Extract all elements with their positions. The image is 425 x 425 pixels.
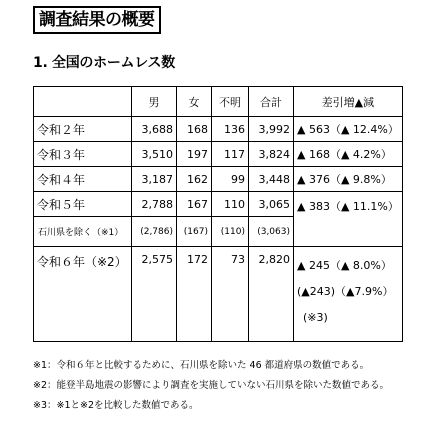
cell-male: 3,510 bbox=[132, 142, 177, 167]
cell-female: (167) bbox=[177, 217, 212, 247]
cell-female: 162 bbox=[177, 167, 212, 192]
diff-line: ▲ 245（▲ 8.0%） bbox=[297, 259, 392, 272]
cell-unknown: 73 bbox=[212, 247, 249, 342]
cell-female: 197 bbox=[177, 142, 212, 167]
cell-unknown: 136 bbox=[212, 117, 249, 142]
homeless-count-table bbox=[33, 86, 403, 342]
table-header-row bbox=[34, 87, 403, 117]
footnote: ※2：能登半島地震の影響により調査を実施していない石川県を除いた数値である。 bbox=[33, 380, 390, 391]
cell-female: 168 bbox=[177, 117, 212, 142]
cell-female: 172 bbox=[177, 247, 212, 342]
cell-total: 2,820 bbox=[249, 247, 294, 342]
header-female: 女 bbox=[177, 87, 212, 117]
cell-diff: ▲ 168（▲ 4.2%） bbox=[294, 142, 403, 167]
cell-male: 2,788 bbox=[132, 192, 177, 217]
table-row bbox=[34, 167, 403, 192]
header-blank bbox=[34, 87, 132, 117]
header-male: 男 bbox=[132, 87, 177, 117]
header-diff: 差引増▲減 bbox=[294, 87, 403, 117]
cell-diff: ▲ 563（▲ 12.4%） bbox=[294, 117, 403, 142]
cell-male: 3,688 bbox=[132, 117, 177, 142]
table-row bbox=[34, 117, 403, 142]
cell-unknown: 99 bbox=[212, 167, 249, 192]
cell-total: 3,448 bbox=[249, 167, 294, 192]
cell-unknown: 110 bbox=[212, 192, 249, 217]
table-row bbox=[34, 247, 403, 342]
footnote: ※3：※1と※2を比較した数値である。 bbox=[33, 400, 199, 411]
header-unknown: 不明 bbox=[212, 87, 249, 117]
row-label: 令和４年 bbox=[34, 167, 132, 192]
cell-male: 2,575 bbox=[132, 247, 177, 342]
page-title: 調査結果の概要 bbox=[33, 6, 161, 34]
row-label: 令和３年 bbox=[34, 142, 132, 167]
cell-male: (2,786) bbox=[132, 217, 177, 247]
cell-female: 167 bbox=[177, 192, 212, 217]
cell-total: (3,063) bbox=[249, 217, 294, 247]
cell-male: 3,187 bbox=[132, 167, 177, 192]
cell-unknown: 117 bbox=[212, 142, 249, 167]
cell-total: 3,824 bbox=[249, 142, 294, 167]
table-row bbox=[34, 142, 403, 167]
footnotes bbox=[33, 356, 389, 416]
header-total: 合計 bbox=[249, 87, 294, 117]
row-label: 令和５年 bbox=[34, 192, 132, 217]
row-label: 令和２年 bbox=[34, 117, 132, 142]
cell-total: 3,065 bbox=[249, 192, 294, 217]
section-title: 1. 全国のホームレス数 bbox=[33, 55, 175, 71]
cell-diff: ▲ 383（▲ 11.1%） bbox=[294, 192, 403, 247]
row-label: 令和６年（※2） bbox=[34, 247, 132, 342]
table-row bbox=[34, 192, 403, 217]
cell-unknown: (110) bbox=[212, 217, 249, 247]
cell-diff: ▲ 376（▲ 9.8%） bbox=[294, 167, 403, 192]
diff-note: (※3) bbox=[303, 311, 328, 324]
row-label: 石川県を除く（※1） bbox=[34, 217, 132, 247]
cell-total: 3,992 bbox=[249, 117, 294, 142]
footnote: ※1：令和６年と比較するために、石川県を除いた 46 都道府県の数値である。 bbox=[33, 360, 370, 371]
cell-diff bbox=[294, 247, 403, 342]
diff-line: (▲243)（▲7.9%） bbox=[297, 285, 394, 298]
